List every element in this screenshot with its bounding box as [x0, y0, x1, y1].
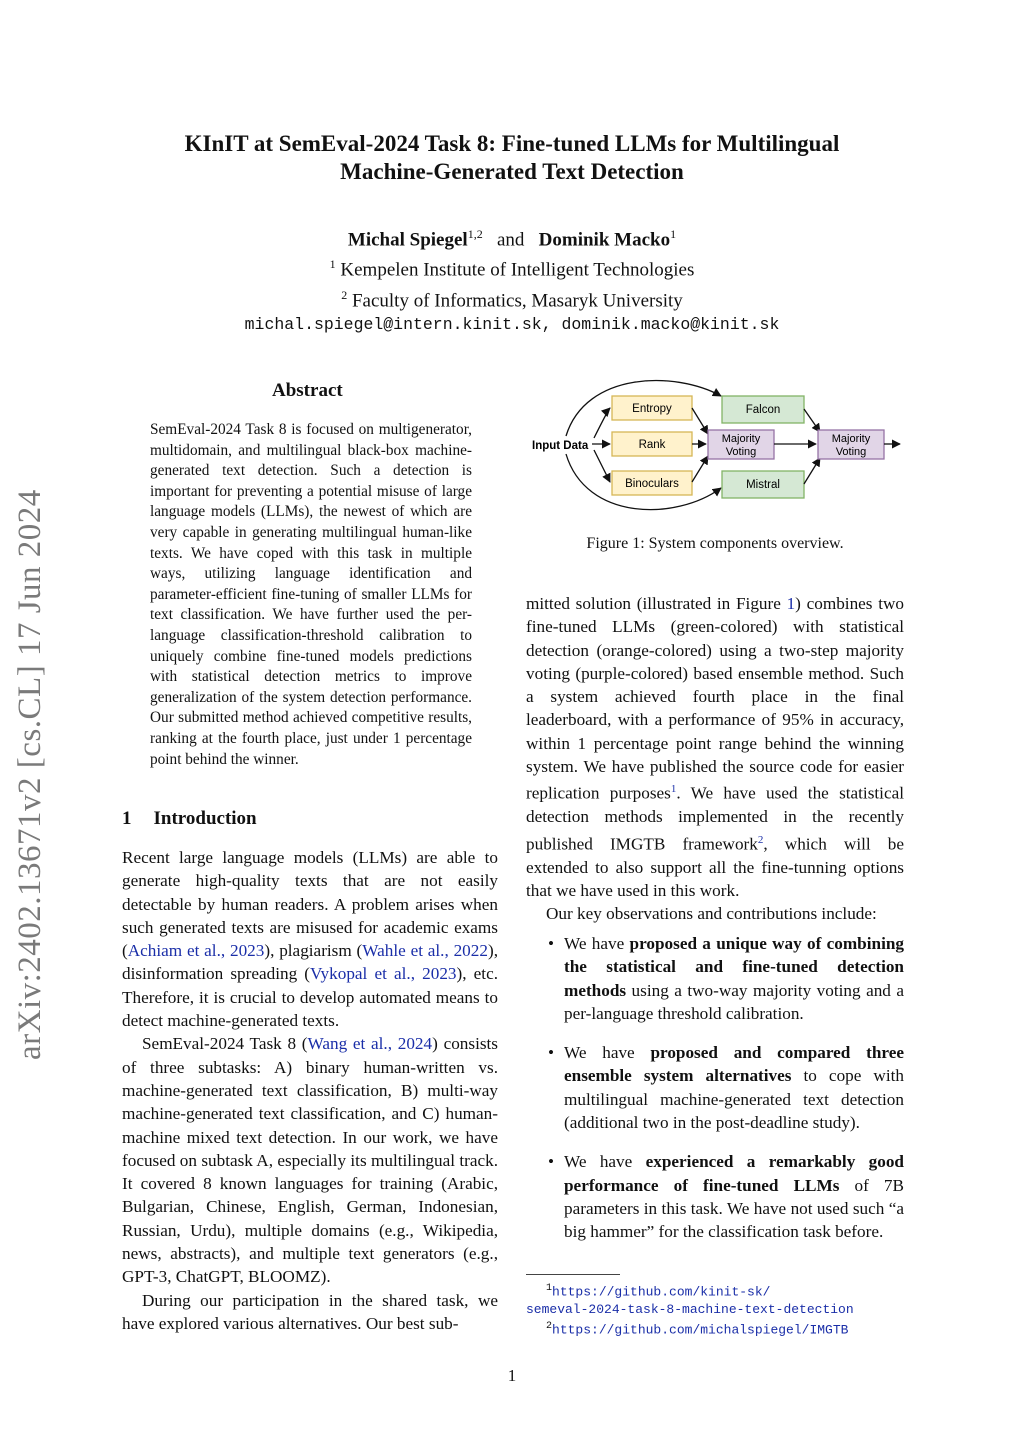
figure-caption: Figure 1: System components overview. — [586, 535, 844, 552]
falcon-label: Falcon — [745, 404, 781, 416]
abstract-text: SemEval-2024 Task 8 is focused on multigenerator, multidomain, and multilingual black-box machine-generated text detection. Such a detection is important for preventing a potential misuse of large language models (LLMs), the newest of which are very capable in generating multilingual human-like texts. We have coped with this task in multiple ways, utilizing language identification and parameter-efficient fine-tuning of smaller LLMs for text classification. We have further used the per-language classification-threshold calibration to uniquely combine fine-tuned models predictions with statistical detection metrics to improve generalization of the system detection performance. Our submitted method achieved competitive results, ranking at the fourth place, just under 1 percentage point behind the winner. — [150, 421, 472, 768]
author-line — [0, 222, 1024, 252]
intro-left-column — [122, 846, 498, 1335]
affiliation-1-mark: 1 — [329, 257, 336, 272]
arrow — [692, 456, 708, 482]
section-heading — [122, 808, 279, 830]
footnote-2-ref[interactable]: 2 — [757, 833, 764, 846]
right-paragraph-2: Our key observations and contributions include: — [546, 904, 877, 924]
binoculars-label: Binoculars — [625, 478, 679, 490]
affiliation-2-mark: 2 — [341, 287, 348, 302]
footnote-1-link[interactable]: https://github.com/kinit-sk/ — [552, 1284, 771, 1300]
citation-link[interactable]: Wang et al., 2024 — [307, 1034, 433, 1054]
footnote-2: $^2$https://github.com/michalspiegel/IMGTB — [546, 1321, 849, 1338]
author-2-affil: 1 — [670, 227, 677, 241]
majority-voting-2-line2: Voting — [835, 446, 867, 458]
contributions-list — [548, 932, 904, 1260]
citation-link[interactable]: Achiam et al., 2023 — [127, 941, 265, 961]
title-line-2: Machine-Generated Text Detection — [340, 159, 684, 184]
intro-paragraph-1: Recent large language models (LLMs) are able to generate high-quality texts that are not easily detectable by human readers. A problem arises when such generated texts are misused for academic exams (Achiam et al., 2023), plagiarism (Wahle et al., 2022), disinformation spreading (Vykopal et al., 2023), etc. Therefore, it is crucial to develop automated means to detect machine-generated texts. — [122, 848, 499, 1031]
affiliation-1 — [0, 252, 1024, 282]
arrow — [594, 450, 610, 482]
title-line-1: KInIT at SemEval-2024 Task 8: Fine-tuned LLMs for Multilingual — [184, 131, 840, 156]
arrow — [804, 409, 820, 432]
footnote-1-link-cont[interactable]: semeval-2024-task-8-machine-text-detection — [526, 1301, 854, 1317]
author-1-affil: 1,2 — [467, 227, 483, 241]
footnotes — [526, 1280, 906, 1339]
author-and: and — [496, 229, 525, 251]
majority-voting-1-line2: Voting — [725, 446, 757, 458]
arrow — [804, 458, 820, 484]
input-data-label: Input Data — [532, 440, 589, 452]
section-title: Introduction — [153, 808, 257, 829]
section-number: 1 — [122, 808, 132, 829]
footnote-divider — [526, 1274, 620, 1275]
author-1-name: Michal Spiegel — [347, 229, 468, 251]
entropy-label: Entropy — [632, 403, 672, 415]
intro-paragraph-3: During our participation in the shared task, we have explored various alternatives. Our best sub- — [122, 1290, 498, 1333]
abstract-heading: Abstract — [272, 380, 343, 401]
footnote-1: $^1$https://github.com/kinit-sk/ — [546, 1283, 771, 1300]
arrow — [594, 408, 610, 438]
list-item: • We have experienced a remarkably good performance of fine-tuned LLMs of 7B parameters in this task. We have not used such “a big hammer” for the classification task before. — [548, 1150, 904, 1243]
intro-paragraph-2: SemEval-2024 Task 8 (Wang et al., 2024) consists of three subtasks: A) binary human-written vs. machine-generated text classification, B) multi-way machine-generated text classification, and C) human-machine mixed text detection. In our work, we have focused on subtask A, especially its multilingual track. It covered 8 known languages for training (Arabic, Bulgarian, Chinese, English, German, Indonesian, Russian, Urdu), multiple domains (e.g., Wikipedia, news, abstracts), and multiple text generators (e.g., GPT-3, ChatGPT, BLOOMZ). — [122, 1034, 498, 1287]
author-emails: michal.spiegel@intern.kinit.sk, dominik.macko@kinit.sk — [244, 314, 780, 334]
citation-link[interactable]: Vykopal et al., 2023 — [310, 964, 457, 984]
footnote-2-link[interactable]: https://github.com/michalspiegel/IMGTB — [552, 1322, 849, 1338]
figure-ref-link[interactable]: 1 — [786, 594, 796, 613]
rank-label: Rank — [638, 439, 666, 451]
system-diagram — [526, 376, 906, 516]
footnote-1-ref[interactable]: 1 — [670, 783, 677, 796]
mistral-label: Mistral — [746, 479, 780, 491]
affiliation-2-text: Faculty of Informatics, Masaryk University — [351, 289, 683, 311]
affiliation-1-text: Kempelen Institute of Intelligent Technologies — [340, 259, 695, 281]
list-item: • We have proposed a unique way of combining the statistical and fine-tuned detection methods using a two-way majority voting and a per-language threshold calibration. — [548, 932, 904, 1025]
arxiv-stamp: arXiv:2402.13671v2 [cs.CL] 17 Jun 2024 — [12, 489, 48, 1060]
citation-link[interactable]: Wahle et al., 2022 — [362, 941, 488, 961]
paper-title — [0, 130, 1024, 186]
page-number: 1 — [507, 1366, 517, 1385]
author-2-name: Dominik Macko — [538, 229, 671, 251]
right-paragraph-1: mitted solution (illustrated in Figure 1) combines two fine-tuned LLMs (green-colored) with statistical detection (orange-colored) using a two-step majority voting (purple-colored) based ensemble method. Such a system achieved fourth place in the final leaderboard, with a performance of 95% in accuracy, within 1 percentage point range behind the winning system. We have published the source code for easier replication purposes$^1$. We have used the statistical detection methods implemented in the recently published IMGTB framework$^2$, which will be extended to also support all the fine-tunning options that we have used in this work. — [526, 594, 904, 901]
author-block — [0, 222, 1024, 337]
list-item: • We have proposed and compared three ensemble system alternatives to cope with multilingual machine-generated text detection (additional two in the post-deadline study). — [548, 1041, 904, 1134]
majority-voting-2-line1: Majority — [831, 433, 871, 445]
right-column — [526, 592, 904, 926]
affiliation-2 — [0, 283, 1024, 313]
majority-voting-1-line1: Majority — [721, 433, 761, 445]
arrow — [692, 408, 708, 434]
